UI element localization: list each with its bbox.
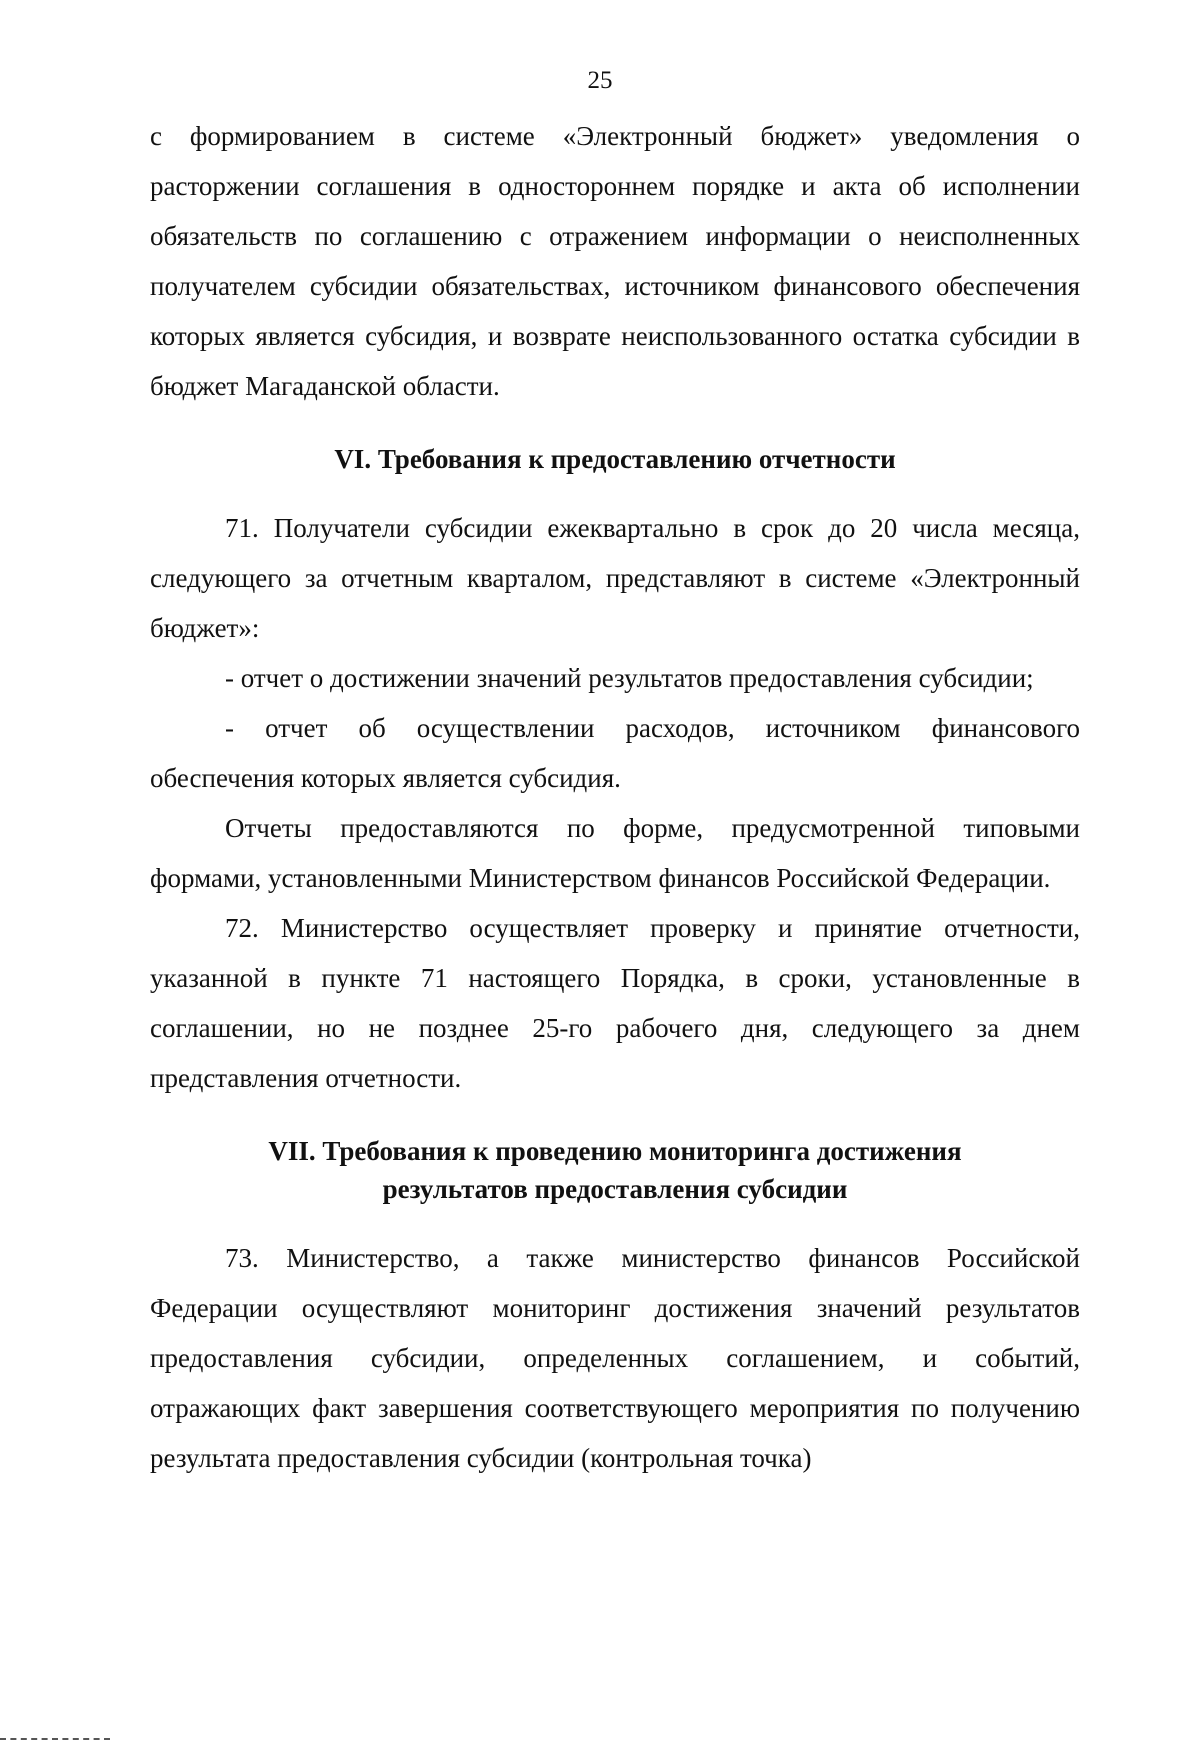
paragraph-71: 71. Получатели субсидии ежеквартально в срок до 20 числа месяца, следующего за отчетным кварталом, представляют в системе «Электронный бюджет»:: [150, 513, 1080, 643]
page-number: 25: [587, 67, 613, 94]
paragraph-continuation: с формированием в системе «Электронный бюджет» уведомления о расторжении соглашения в одностороннем порядке и акта об исполнении обязательств по соглашению с отражением информации о неисполненных получателем субсидии обязательствах, источником финансового обеспечения которых является субсидия, и возврате неиспользованного остатка субсидии в бюджет Магаданской области.: [150, 121, 1080, 401]
paragraph-72: 72. Министерство осуществляет проверку и принятие отчетности, указанной в пункте 71 настоящего Порядка, в сроки, установленные в соглашении, но не позднее 25-го рабочего дня, следующего за днем представления отчетности.: [150, 913, 1080, 1093]
footer-divider: [0, 1738, 110, 1740]
list-item-report-expenses: - отчет об осуществлении расходов, источником финансового обеспечения которых является субсидия.: [150, 713, 1080, 793]
section-heading-vii-line1: VII. Требования к проведению мониторинга достижения: [268, 1136, 962, 1166]
section-heading-vii: [150, 1132, 1080, 1208]
paragraph-report-forms: Отчеты предоставляются по форме, предусмотренной типовыми формами, установленными Министерством финансов Российской Федерации.: [150, 813, 1080, 893]
section-heading-vi: VI. Требования к предоставлению отчетности: [334, 444, 896, 474]
list-item-report-results: - отчет о достижении значений результатов предоставления субсидии;: [225, 663, 1034, 693]
document-body: [150, 111, 1080, 1483]
paragraph-73: 73. Министерство, а также министерство финансов Российской Федерации осуществляют мониторинг достижения значений результатов предоставления субсидии, определенных соглашением, и событий, отражающих факт завершения соответствующего мероприятия по получению результата предоставления субсидии (контрольная точка): [150, 1243, 1080, 1473]
section-heading-vii-line2: результатов предоставления субсидии: [382, 1174, 848, 1204]
